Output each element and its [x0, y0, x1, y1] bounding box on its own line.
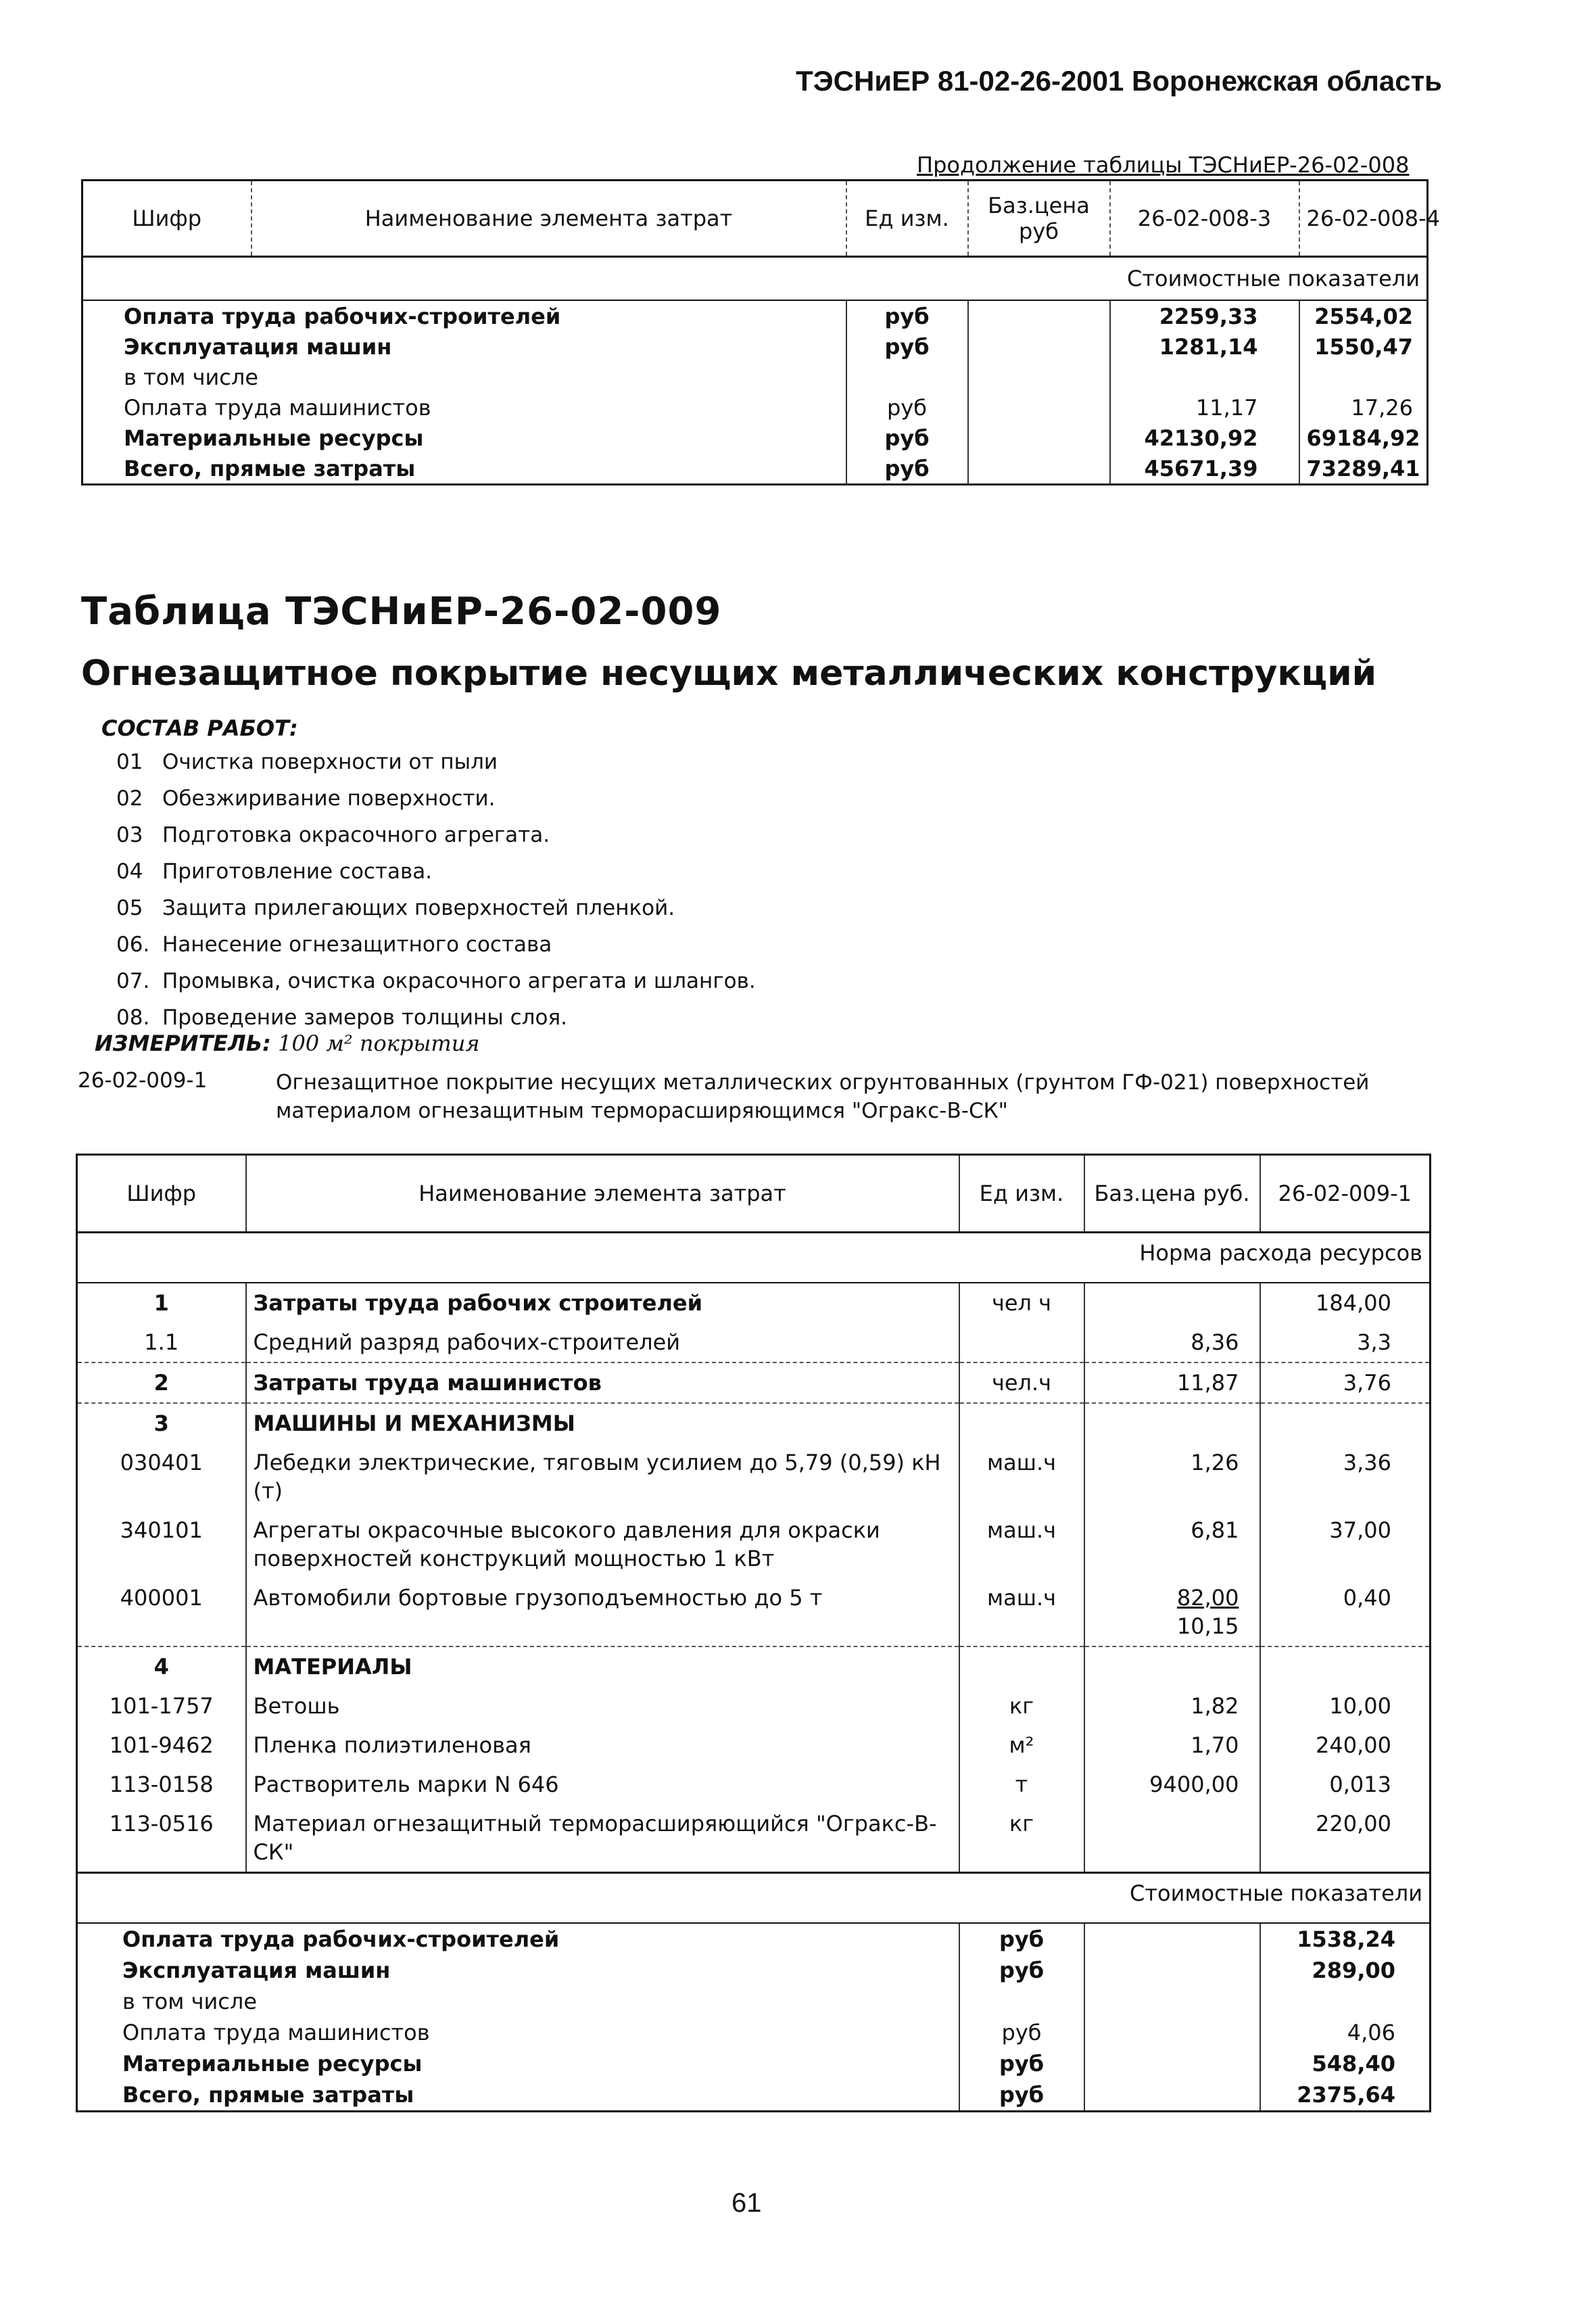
work-item-number: 03 [116, 823, 143, 847]
cost-item-unit: руб [846, 423, 968, 453]
column-header: 26-02-008-4 [1306, 206, 1441, 231]
work-item-number: 05 [116, 896, 143, 920]
resource-norm: 184,00 [1260, 1283, 1431, 1323]
resource-norm: 3,76 [1260, 1362, 1431, 1403]
cost-item-name: Оплата труда машинистов [122, 2020, 430, 2045]
column-header: Ед изм. [846, 181, 968, 257]
cost-item-unit: руб [959, 1923, 1084, 1955]
cost-item-unit: руб [959, 2079, 1084, 2112]
base-price-cell [1084, 1578, 1260, 1646]
resource-code: 4 [77, 1646, 246, 1686]
table-row [77, 1578, 1431, 1646]
cost-item-unit [959, 1986, 1084, 2017]
cost-item-value: 1538,24 [1260, 1923, 1431, 1955]
work-item-text: Защита прилегающих поверхностей пленкой. [162, 896, 675, 920]
cost-item-value: 2375,64 [1260, 2079, 1431, 2112]
resource-norm: 220,00 [1260, 1804, 1431, 1873]
cost-item-name: в том числе [122, 1989, 257, 2014]
table-continuation-caption: Продолжение таблицы ТЭСНиЕР-26-02-008 [917, 152, 1410, 178]
base-price: 6,81 [1191, 1517, 1239, 1543]
table-title: Таблица ТЭСНиЕР-26-02-009 [81, 590, 722, 634]
cost-item-unit: руб [959, 1955, 1084, 1986]
cost-item-name: Оплата труда машинистов [124, 394, 431, 421]
resource-name: Агрегаты окрасочные высокого давления для окраски поверхностей конструкций мощностью 1 кВт [246, 1511, 959, 1578]
base-price-cell [1084, 1646, 1260, 1686]
cost-item-name: Всего, прямые затраты [124, 455, 416, 481]
base-price: 8,36 [1191, 1329, 1239, 1355]
base-price-cell [1084, 1726, 1260, 1765]
resource-unit [959, 1403, 1084, 1443]
works-list [116, 744, 756, 1036]
resource-name: Лебедки электрические, тяговым усилием до 5,79 (0,59) кН (т) [246, 1443, 959, 1511]
table-row [82, 362, 1428, 392]
table-row [77, 1726, 1431, 1765]
work-item [116, 890, 756, 926]
base-price-cell [1084, 1362, 1260, 1403]
resource-table-26-02-009 [76, 1154, 1431, 2112]
table-row [82, 392, 1428, 423]
cost-item-name: Всего, прямые затраты [122, 2082, 414, 2108]
measurement-unit [95, 1030, 480, 1056]
value-26-02-008-4: 1550,47 [1299, 331, 1428, 362]
value-26-02-008-3: 11,17 [1110, 392, 1299, 423]
resource-code: 030401 [120, 1450, 203, 1475]
resource-code: 400001 [120, 1585, 203, 1611]
resource-unit [959, 1646, 1084, 1686]
resource-name: Автомобили бортовые грузоподъемностью до 5 т [246, 1578, 959, 1646]
cost-item-name: Оплата труда рабочих-строителей [122, 1926, 560, 1952]
base-price-cell [1084, 1765, 1260, 1804]
base-price-cell [1084, 1283, 1260, 1323]
cost-item-name: в том числе [124, 364, 258, 390]
resource-unit: чел ч [959, 1283, 1084, 1323]
table-row [77, 1686, 1431, 1726]
column-header: 26-02-009-1 [1278, 1181, 1412, 1206]
base-price: 82,00 [1176, 1585, 1239, 1611]
cost-item-unit [846, 362, 968, 392]
cost-item-unit: руб [959, 2017, 1084, 2048]
work-item-number: 04 [116, 859, 143, 884]
resource-unit: маш.ч [959, 1443, 1084, 1511]
resource-code: 113-0158 [109, 1772, 214, 1797]
table-row [82, 300, 1428, 331]
cost-item-unit: руб [846, 300, 968, 331]
cost-item-value: 548,40 [1260, 2048, 1431, 2079]
value-26-02-008-4: 73289,41 [1299, 453, 1428, 485]
work-item-text: Очистка поверхности от пыли [162, 750, 498, 774]
value-26-02-008-3: 42130,92 [1110, 423, 1299, 453]
cost-item-value: 289,00 [1260, 1955, 1431, 1986]
resource-name: Пленка полиэтиленовая [246, 1726, 959, 1765]
item-description: Огнезащитное покрытие несущих металлических огрунтованных (грунтом ГФ-021) поверхностей материалом огнезащитным терморасширяющимся "Огракс-В-СК" [276, 1070, 1370, 1123]
base-price-cell [968, 392, 1110, 423]
work-item [116, 853, 756, 890]
resource-name: МАШИНЫ И МЕХАНИЗМЫ [246, 1403, 959, 1443]
base-price-cell [1084, 1955, 1260, 1986]
column-header: Шифр [77, 1155, 246, 1233]
column-header: Баз.цена руб. [1084, 1155, 1260, 1233]
table-row [77, 1323, 1431, 1362]
cost-row [77, 1923, 1431, 1955]
resource-code: 3 [77, 1403, 246, 1443]
resource-unit [959, 1323, 1084, 1362]
resource-unit: чел.ч [959, 1362, 1084, 1403]
norm-subheader: Норма расхода ресурсов [77, 1233, 1431, 1283]
work-item-number: 02 [116, 786, 143, 811]
meter-label: ИЗМЕРИТЕЛЬ: [95, 1030, 271, 1056]
resource-unit: кг [959, 1686, 1084, 1726]
cost-item-name: Материальные ресурсы [124, 425, 424, 451]
resource-norm: 10,00 [1260, 1686, 1431, 1726]
cost-item-name: Эксплуатация машин [122, 1958, 391, 1983]
resource-code: 340101 [120, 1517, 203, 1543]
resource-norm: 240,00 [1260, 1726, 1431, 1765]
table-row [77, 1646, 1431, 1686]
table-subtitle: Огнезащитное покрытие несущих металлических конструкций [81, 653, 1377, 694]
base-price-secondary: 10,15 [1176, 1613, 1239, 1639]
resource-norm: 3,3 [1260, 1323, 1431, 1362]
work-item [116, 963, 756, 999]
cost-item-name: Эксплуатация машин [124, 333, 392, 360]
cost-item-unit: руб [846, 453, 968, 485]
cost-indicators-subheader: Стоимостные показатели [82, 257, 1428, 301]
meter-value: 100 м² покрытия [278, 1030, 480, 1056]
value-26-02-008-3: 1281,14 [1110, 331, 1299, 362]
work-item [116, 780, 756, 817]
table-row [77, 1804, 1431, 1873]
base-price-cell [968, 453, 1110, 485]
value-26-02-008-4: 17,26 [1299, 392, 1428, 423]
base-price-cell [1084, 1686, 1260, 1726]
work-item [116, 817, 756, 853]
resource-code: 101-1757 [109, 1693, 214, 1719]
base-price-cell [1084, 1986, 1260, 2017]
resource-name: Средний разряд рабочих-строителей [246, 1323, 959, 1362]
column-header: Наименование элемента затрат [246, 1155, 959, 1233]
base-price-cell [1084, 1804, 1260, 1873]
cost-item-unit: руб [846, 331, 968, 362]
work-item-number: 06. [116, 932, 150, 957]
base-price: 1,26 [1191, 1450, 1239, 1475]
work-item-number: 01 [116, 750, 143, 774]
base-price-cell [968, 362, 1110, 392]
works-composition-heading: СОСТАВ РАБОТ: [101, 715, 298, 741]
resource-code: 2 [77, 1362, 246, 1403]
table-row [82, 331, 1428, 362]
resource-code: 101-9462 [109, 1732, 214, 1758]
resource-name: Ветошь [246, 1686, 959, 1726]
table-row [77, 1283, 1431, 1323]
table-row [77, 1511, 1431, 1578]
resource-name: Затраты труда рабочих строителей [246, 1283, 959, 1323]
resource-norm [1260, 1403, 1431, 1443]
work-item [116, 926, 756, 963]
table-row [77, 1362, 1431, 1403]
value-26-02-008-3: 2259,33 [1110, 300, 1299, 331]
base-price-cell [1084, 2017, 1260, 2048]
table-row [77, 1403, 1431, 1443]
resource-name: МАТЕРИАЛЫ [246, 1646, 959, 1686]
base-price-cell [1084, 1403, 1260, 1443]
resource-code: 113-0516 [109, 1811, 214, 1836]
cost-item-value [1260, 1986, 1431, 2017]
base-price-cell [1084, 2048, 1260, 2079]
cost-item-value: 4,06 [1260, 2017, 1431, 2048]
value-26-02-008-4: 69184,92 [1299, 423, 1428, 453]
work-item-text: Проведение замеров толщины слоя. [162, 1005, 567, 1030]
base-price-cell [1084, 1923, 1260, 1955]
cost-item-unit: руб [846, 392, 968, 423]
cost-item-name: Материальные ресурсы [122, 2051, 423, 2077]
value-26-02-008-4: 2554,02 [1299, 300, 1428, 331]
resource-unit: м² [959, 1726, 1084, 1765]
base-price: 1,82 [1191, 1693, 1239, 1719]
base-price: 9400,00 [1149, 1772, 1239, 1797]
base-price: 1,70 [1191, 1732, 1239, 1758]
resource-code: 1 [153, 1290, 169, 1316]
table-row [82, 423, 1428, 453]
work-item-number: 08. [116, 1005, 150, 1030]
column-header: Шифр [82, 181, 251, 257]
work-item-number: 07. [116, 969, 150, 993]
column-header: Наименование элемента затрат [251, 181, 846, 257]
base-price-cell [1084, 1323, 1260, 1362]
work-item-text: Подготовка окрасочного агрегата. [162, 823, 550, 847]
column-header: 26-02-008-3 [1110, 181, 1299, 257]
resource-name: Затраты труда машинистов [246, 1362, 959, 1403]
table-row [77, 1443, 1431, 1511]
column-header: Ед изм. [959, 1155, 1084, 1233]
item-code: 26-02-009-1 [78, 1068, 208, 1093]
value-26-02-008-3 [1110, 362, 1299, 392]
work-item-text: Нанесение огнезащитного состава [162, 932, 552, 957]
base-price-cell [1084, 1443, 1260, 1511]
cost-row [77, 2079, 1431, 2112]
cost-row [77, 1955, 1431, 1986]
resource-code: 1.1 [144, 1329, 179, 1355]
resource-norm: 0,40 [1260, 1578, 1431, 1646]
table-row [77, 1765, 1431, 1804]
document-header: ТЭСНиЕР 81-02-26-2001 Воронежская область [796, 65, 1442, 97]
resource-unit: т [959, 1765, 1084, 1804]
value-26-02-008-4 [1299, 362, 1428, 392]
base-price: 11,87 [1176, 1370, 1239, 1396]
cost-row [77, 1986, 1431, 2017]
resource-unit: маш.ч [959, 1511, 1084, 1578]
cost-item-unit: руб [959, 2048, 1084, 2079]
resource-name: Материал огнезащитный терморасширяющийся "Огракс-В-СК" [246, 1804, 959, 1873]
resource-unit: маш.ч [959, 1578, 1084, 1646]
work-item-text: Промывка, очистка окрасочного агрегата и шлангов. [162, 969, 756, 993]
work-item-text: Приготовление состава. [162, 859, 433, 884]
work-item [116, 744, 756, 780]
base-price-cell [968, 300, 1110, 331]
column-header: Баз.цена руб [968, 181, 1110, 257]
resource-name: Растворитель марки N 646 [246, 1765, 959, 1804]
resource-norm: 37,00 [1260, 1511, 1431, 1578]
resource-unit: кг [959, 1804, 1084, 1873]
cost-row [77, 2048, 1431, 2079]
base-price-cell [968, 331, 1110, 362]
table-row [82, 453, 1428, 485]
work-item-text: Обезжиривание поверхности. [162, 786, 496, 811]
base-price-cell [1084, 1511, 1260, 1578]
resource-norm: 0,013 [1260, 1765, 1431, 1804]
cost-indicators-subheader: Стоимостные показатели [77, 1873, 1431, 1924]
value-26-02-008-3: 45671,39 [1110, 453, 1299, 485]
base-price-cell [1084, 2079, 1260, 2112]
resource-norm [1260, 1646, 1431, 1686]
base-price-cell [968, 423, 1110, 453]
cost-table-26-02-008 [81, 179, 1441, 485]
cost-item-name: Оплата труда рабочих-строителей [124, 303, 561, 329]
page-number: 61 [731, 2188, 762, 2218]
resource-norm: 3,36 [1260, 1443, 1431, 1511]
cost-row [77, 2017, 1431, 2048]
